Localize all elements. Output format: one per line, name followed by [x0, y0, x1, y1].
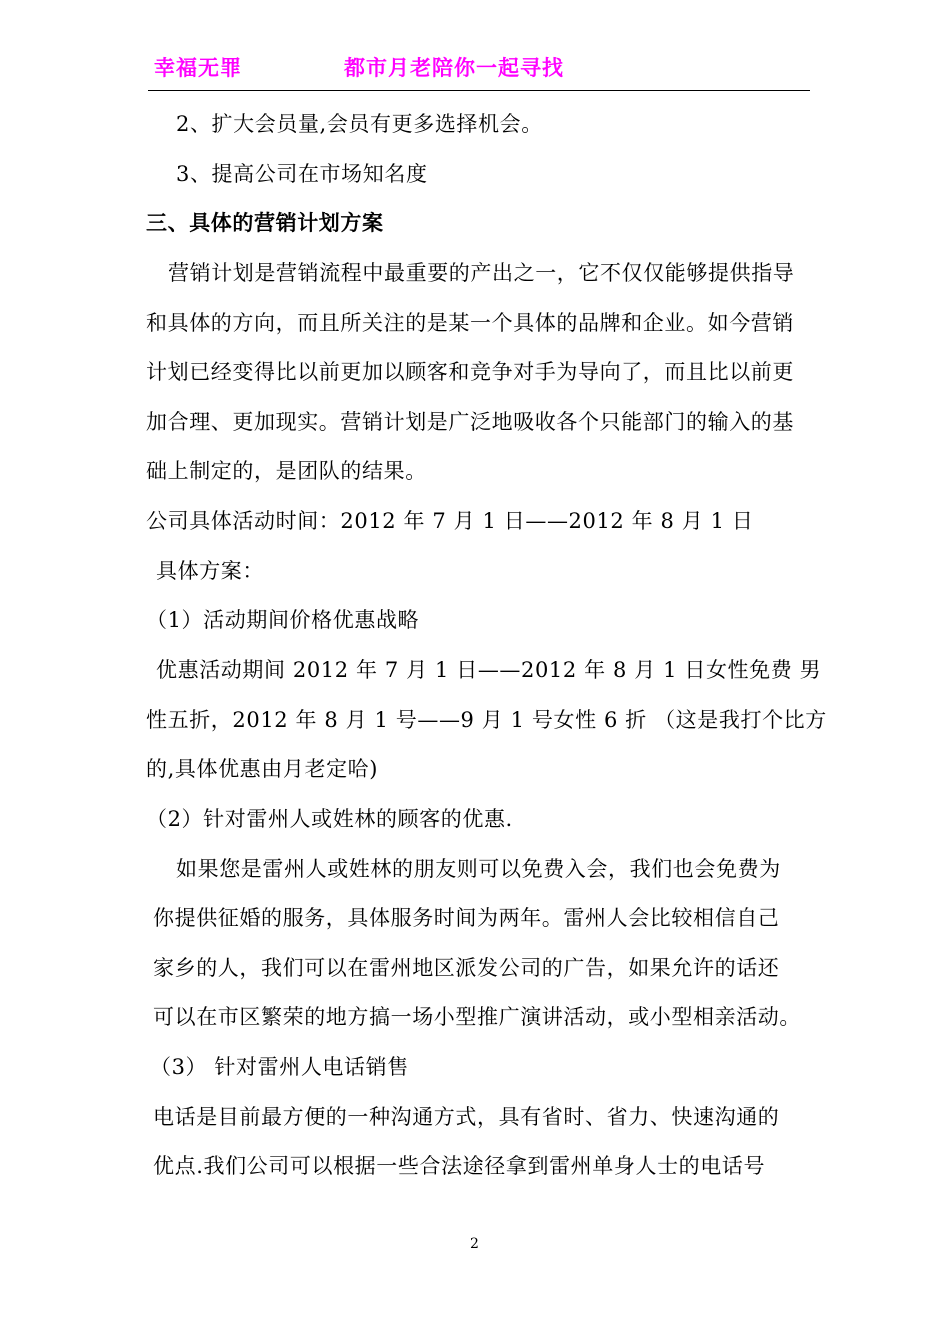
paragraph-line: 的,具体优惠由月老定哈) — [146, 757, 379, 781]
header-slogan-right: 都市月老陪你一起寻找 — [344, 56, 564, 80]
paragraph-line: 你提供征婚的服务，具体服务时间为两年。雷州人会比较相信自己 — [153, 906, 780, 930]
paragraph-line: 计划已经变得比以前更加以顾客和竞争对手为导向了，而且比以前更 — [146, 360, 794, 384]
paragraph-line: 和具体的方向，而且所关注的是某一个具体的品牌和企业。如今营销 — [146, 311, 794, 335]
paragraph-line: 础上制定的，是团队的结果。 — [146, 459, 427, 483]
activity-time: 公司具体活动时间：2012 年 7 月 1 日——2012 年 8 月 1 日 — [146, 509, 754, 533]
header-slogan-left: 幸福无罪 — [154, 56, 242, 80]
paragraph-line: 性五折，2012 年 8 月 1 号——9 月 1 号女性 6 折 （这是我打个比方 — [146, 708, 827, 732]
goal-item-3: 3、提高公司在市场知名度 — [176, 162, 428, 186]
paragraph-line: 加合理、更加现实。营销计划是广泛地吸收各个只能部门的输入的基 — [146, 410, 794, 434]
paragraph-line: 电话是目前最方便的一种沟通方式，具有省时、省力、快速沟通的 — [153, 1105, 780, 1129]
paragraph-line: 可以在市区繁荣的地方搞一场小型推广演讲活动，或小型相亲活动。 — [153, 1005, 801, 1029]
paragraph-line: 如果您是雷州人或姓林的朋友则可以免费入会，我们也会免费为 — [176, 857, 781, 881]
paragraph-line: 家乡的人，我们可以在雷州地区派发公司的广告，如果允许的话还 — [153, 956, 780, 980]
page-number: 2 — [470, 1236, 479, 1252]
plan-item-1-title: （1）活动期间价格优惠战略 — [146, 608, 420, 632]
plan-label: 具体方案： — [156, 559, 264, 583]
paragraph-line: 优点.我们公司可以根据一些合法途径拿到雷州单身人士的电话号 — [153, 1154, 766, 1178]
paragraph-line: 优惠活动期间 2012 年 7 月 1 日——2012 年 8 月 1 日女性免费 男 — [156, 658, 822, 682]
section-heading: 三、具体的营销计划方案 — [146, 211, 384, 235]
page-header — [148, 50, 810, 91]
paragraph-line: 营销计划是营销流程中最重要的产出之一，它不仅仅能够提供指导 — [168, 261, 795, 285]
plan-item-3-title: （3） 针对雷州人电话销售 — [150, 1055, 409, 1079]
plan-item-2-title: （2）针对雷州人或姓林的顾客的优惠. — [146, 807, 513, 831]
goal-item-2: 2、扩大会员量,会员有更多选择机会。 — [176, 112, 543, 136]
